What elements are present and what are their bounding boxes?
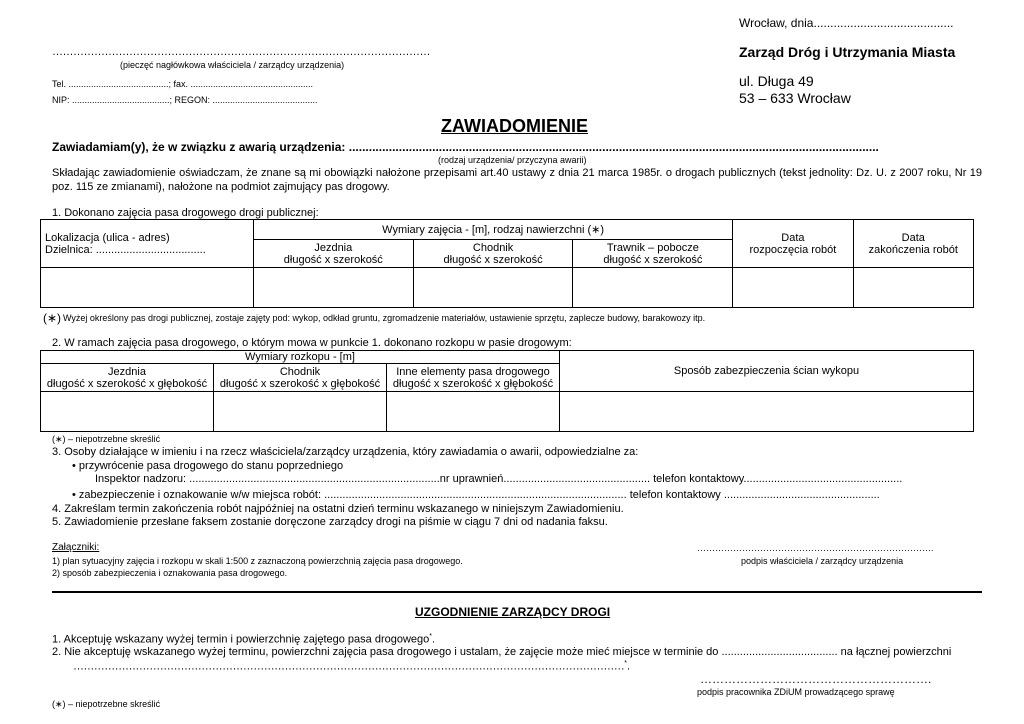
exc-sidewalk-sublabel: długość x szerokość x głębokość xyxy=(219,377,381,390)
start-date-sublabel: rozpoczęcia robót xyxy=(749,243,837,256)
lawn-input-cell[interactable] xyxy=(573,268,733,308)
tel-line: Tel. ........................................; fax. ................................................. xyxy=(52,79,314,89)
agreement-title: UZGODNIENIE ZARZĄDCY DROGI xyxy=(415,605,611,619)
end-date-input-cell[interactable] xyxy=(853,268,973,308)
document-title: ZAWIADOMIENIE xyxy=(441,116,588,136)
district-label: Dzielnica: .................................... xyxy=(45,243,206,256)
recipient-name: Zarząd Dróg i Utrzymania Miasta xyxy=(739,44,956,60)
col-roadway-sublabel: długość x szerokość xyxy=(283,253,383,266)
nip-line: NIP: .......................................; REGON: .......................................... xyxy=(52,95,318,105)
agreement-item-1-text: 1. Akceptuję wskazany wyżej termin i powierzchnię zajętego pasa drogowego xyxy=(52,633,430,646)
exc-other-input-cell[interactable] xyxy=(387,392,560,432)
end-date-label: Data xyxy=(901,231,925,244)
excavation-table xyxy=(40,350,974,432)
attachment-2: 2) sposób zabezpieczenia i oznakowania pasa drogowego. xyxy=(52,568,288,578)
location-input-cell[interactable] xyxy=(41,268,254,308)
location-label: Lokalizacja (ulica - adres) xyxy=(45,231,170,244)
date-line: Wrocław, dnia.......................................... xyxy=(739,16,954,30)
table-row xyxy=(41,268,974,308)
exc-other-label: Inne elementy pasa drogowego xyxy=(396,365,550,378)
agreement-item-1-end: . xyxy=(432,633,436,646)
start-date-input-cell[interactable] xyxy=(733,268,853,308)
table-row xyxy=(41,392,974,432)
excavation-dims-header: Wymiary rozkopu - [m] xyxy=(41,351,560,364)
exc-roadway-header xyxy=(41,364,214,392)
exc-sidewalk-label: Chodnik xyxy=(279,365,321,378)
agreement-item-2-star: * xyxy=(624,660,627,667)
bullet-signage: • zabezpieczenie i oznakowanie w/w miejsca robót: ................................................................................................... telefon kontaktowy ................................................... xyxy=(72,489,880,501)
section1-heading: 1. Dokonano zajęcia pasa drogowego drogi publicznej: xyxy=(52,207,319,219)
recipient-city: 53 – 633 Wrocław xyxy=(739,90,851,106)
exc-other-sublabel: długość x szerokość x głębokość xyxy=(392,377,554,390)
agreement-item-1 xyxy=(52,633,435,646)
intro-line: Zawiadamiam(y), że w związku z awarią urządzenia: ............................................................................................................................................................... xyxy=(52,140,879,154)
intro-paragraph: Składając zawiadomienie oświadczam, że znane są mi obowiązki nałożone przepisami art.40 ustawy z dnia 21 marca 1985r. o drogach publicznych (tekst jednolity: Dz. U. z 2007 roku, Nr 19 poz. 115 ze zmianami), nałożone na podmiot zajmujący pas drogowy. xyxy=(52,167,982,193)
owner-signature-dots: ……………………………………………………………………. xyxy=(697,543,934,553)
agreement-item-2: 2. Nie akceptuję wskazanego wyżej terminu, powierzchni zajęcia pasa drogowego i ustalam, że zajęcie może mieć miejsce w terminie do ...................................... na łącznej powierzchni xyxy=(52,646,952,658)
intro-caption: (rodzaj urządzenia/ przyczyna awarii) xyxy=(438,155,587,165)
attachments-heading: Załączniki: xyxy=(52,542,100,553)
exc-sidewalk-input-cell[interactable] xyxy=(214,392,387,432)
agreement-item-2-dots: …………………………………………………………………………………………………………………………………………… xyxy=(73,660,625,673)
col-sidewalk-header xyxy=(413,240,573,268)
owner-signature-caption: podpis właściciela / zarządcy urządzenia xyxy=(741,556,904,566)
officer-signature-dots: …………………………………………………. xyxy=(700,672,932,686)
stamp-dots: ……………………………………………………………………………………………… xyxy=(52,46,430,58)
point-4: 4. Zakreślam termin zakończenia robót najpóźniej na ostatni dzień terminu wskazanego w niniejszym Zawiadomieniu. xyxy=(52,503,624,515)
divider xyxy=(52,591,982,593)
wall-protection-header: Sposób zabezpieczenia ścian wykopu xyxy=(560,351,974,392)
col-lawn-header xyxy=(573,240,733,268)
section1-footnote: Wyżej określony pas drogi publicznej, zostaje zajęty pod: wykop, odkład gruntu, zgromadzenie materiałów, ustawienie sprzętu, zaplecze budowy, barakowozy itp. xyxy=(63,313,706,323)
exc-other-header xyxy=(387,364,560,392)
exc-roadway-sublabel: długość x szerokość x głębokość xyxy=(46,377,208,390)
col-roadway-label: Jezdnia xyxy=(314,241,353,254)
section2-footnote: (∗) – niepotrzebne skreślić xyxy=(52,434,161,444)
point-3: 3. Osoby działające w imieniu i na rzecz właściciela/zarządcy urządzenia, który zawiadamia o awarii, odpowiedzialne za: xyxy=(52,446,639,458)
exc-sidewalk-header xyxy=(214,364,387,392)
exc-roadway-input-cell[interactable] xyxy=(41,392,214,432)
end-date-sublabel: zakończenia robót xyxy=(868,243,958,256)
inspector-line: Inspektor nadzoru: ..................................................................................nr uprawnień................................................ telefon kontaktowy.................................................... xyxy=(95,473,903,485)
wall-protection-input-cell[interactable] xyxy=(560,392,974,432)
start-date-header xyxy=(733,220,853,268)
location-cell xyxy=(41,220,254,268)
dims-header: Wymiary zajęcia - [m], rodzaj nawierzchni (∗) xyxy=(253,220,732,240)
agreement-item-1-star: * xyxy=(429,633,432,640)
stamp-caption: (pieczęć nagłówkowa właściciela / zarządcy urządzenia) xyxy=(120,60,345,70)
col-roadway-header xyxy=(253,240,413,268)
roadway-input-cell[interactable] xyxy=(253,268,413,308)
footnote-symbol: (∗) xyxy=(43,311,62,325)
attachment-1: 1) plan sytuacyjny zajęcia i rozkopu w skali 1:500 z zaznaczoną powierzchnią zajęcia pasa drogowego. xyxy=(52,556,463,566)
point-5: 5. Zawiadomienie przesłane faksem zostanie doręczone zarządcy drogi na piśmie w ciągu 7 dni od nadania faksu. xyxy=(52,516,608,528)
col-lawn-sublabel: długość x szerokość xyxy=(603,253,703,266)
col-sidewalk-label: Chodnik xyxy=(472,241,514,254)
officer-signature-caption: podpis pracownika ZDiUM prowadzącego sprawę xyxy=(697,687,895,697)
start-date-label: Data xyxy=(781,231,805,244)
agreement-footnote: (∗) – niepotrzebne skreślić xyxy=(52,699,161,709)
agreement-item-2-end: . xyxy=(626,660,630,673)
occupation-table xyxy=(40,219,974,308)
col-lawn-label: Trawnik – pobocze xyxy=(606,241,699,254)
bullet-restore: • przywrócenie pasa drogowego do stanu poprzedniego xyxy=(72,460,344,472)
end-date-header xyxy=(853,220,973,268)
sidewalk-input-cell[interactable] xyxy=(413,268,573,308)
section2-heading: 2. W ramach zajęcia pasa drogowego, o którym mowa w punkcie 1. dokonano rozkopu w pasie drogowym: xyxy=(52,337,572,349)
agreement-item-2-cont xyxy=(73,660,630,673)
exc-roadway-label: Jezdnia xyxy=(108,365,146,378)
recipient-street: ul. Długa 49 xyxy=(739,73,814,89)
col-sidewalk-sublabel: długość x szerokość xyxy=(443,253,543,266)
